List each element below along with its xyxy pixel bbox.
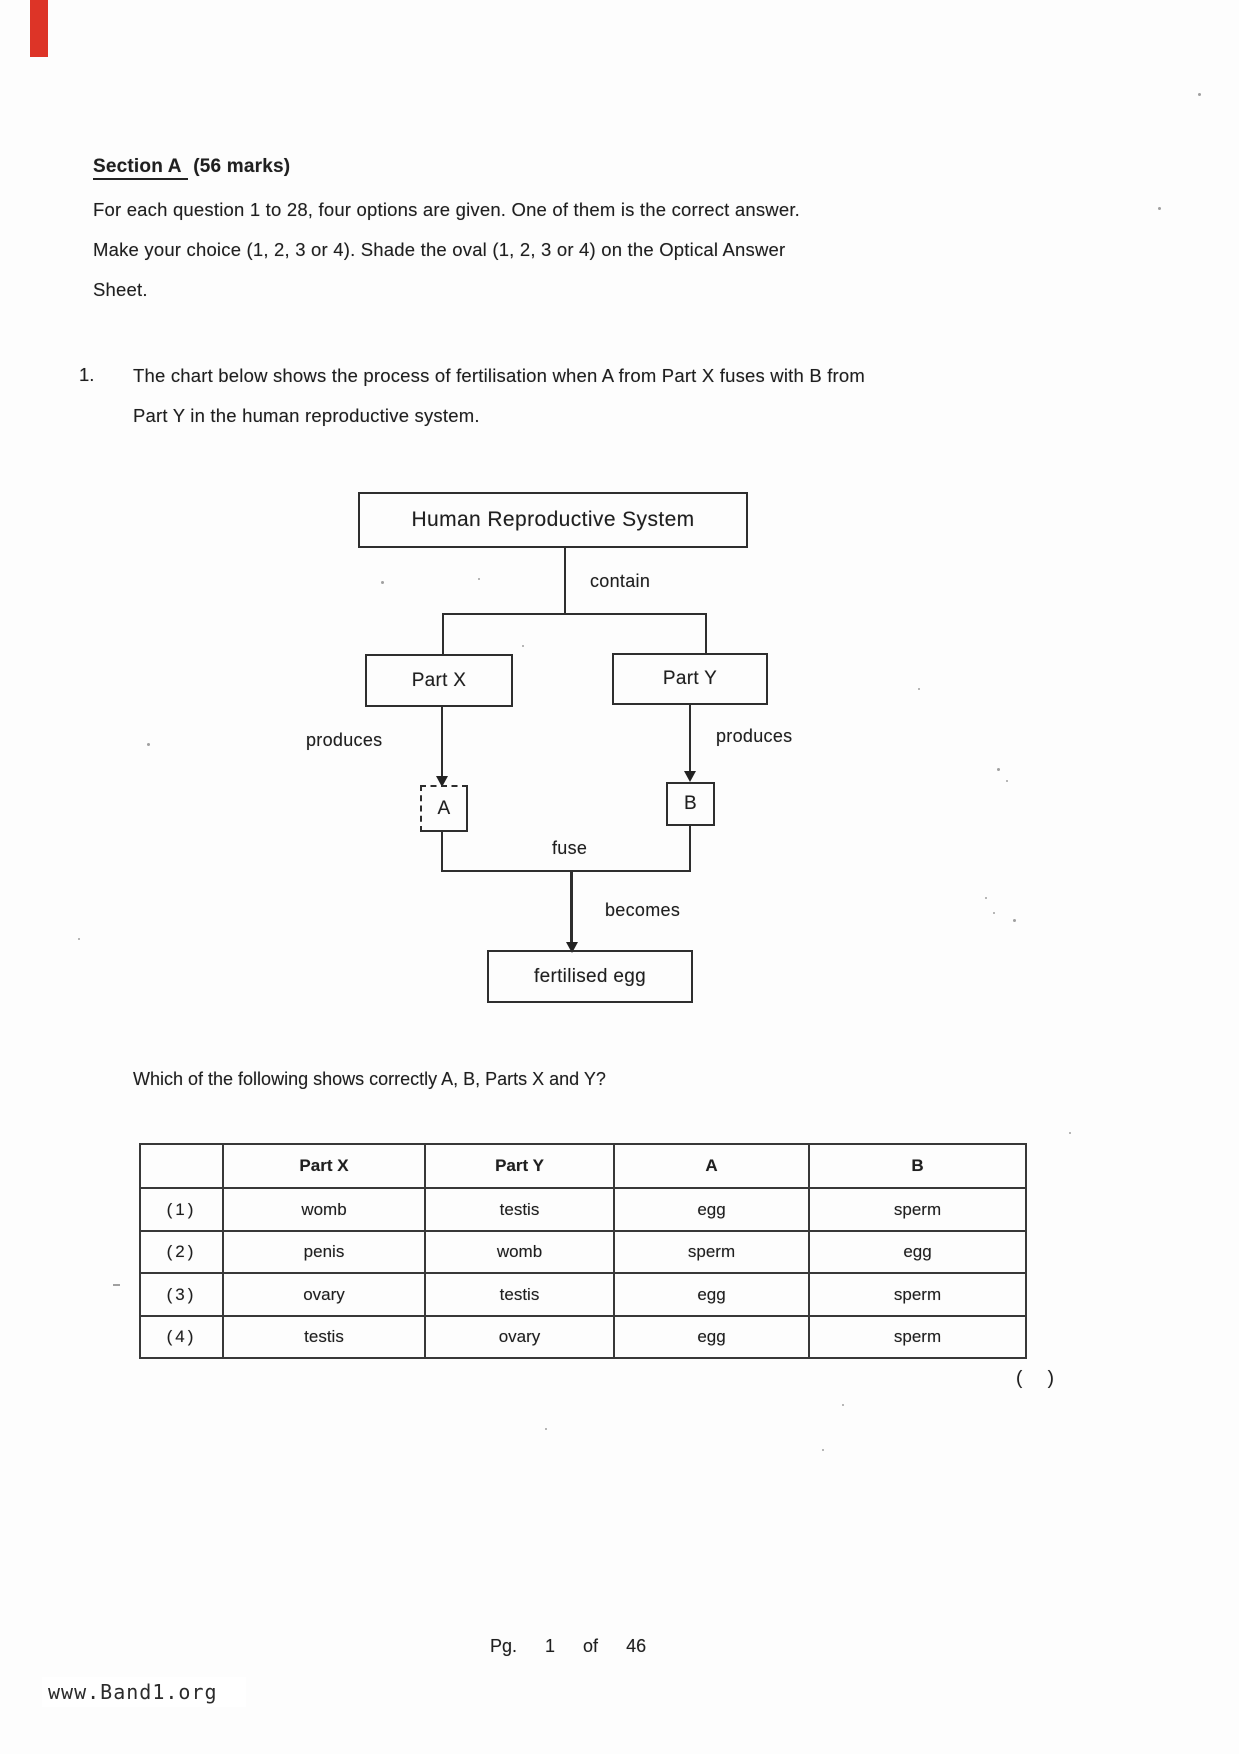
- node-part-x-label: Part X: [411, 669, 467, 691]
- table-cell: testis: [223, 1316, 425, 1358]
- table-cell: ovary: [425, 1316, 614, 1358]
- scan-speck: [822, 1449, 824, 1451]
- option-label: (2): [140, 1231, 223, 1273]
- scan-speck: [147, 743, 150, 746]
- table-cell: sperm: [809, 1273, 1026, 1316]
- table-cell: ovary: [223, 1273, 425, 1316]
- question-text-line-2: Part Y in the human reproductive system.: [133, 405, 480, 426]
- option-label: (4): [140, 1316, 223, 1358]
- label-becomes: becomes: [605, 900, 681, 920]
- scan-speck: [1198, 93, 1201, 96]
- scan-speck: [545, 1428, 547, 1430]
- table-row: [140, 1188, 1026, 1231]
- arrowhead-down-icon: [684, 771, 696, 782]
- table-cell: testis: [425, 1273, 614, 1316]
- table-cell: testis: [425, 1188, 614, 1231]
- instruction-line-1: For each question 1 to 28, four options are given. One of them is the correct answer.: [93, 199, 801, 220]
- scan-speck: [985, 897, 987, 899]
- table-cell: egg: [614, 1273, 809, 1316]
- node-part-y: [612, 653, 768, 705]
- label-produces-right: produces: [716, 726, 793, 746]
- scan-speck: [918, 688, 920, 690]
- option-label: (1): [140, 1188, 223, 1231]
- instruction-line-3: Sheet.: [93, 279, 148, 300]
- option-label: (3): [140, 1273, 223, 1316]
- table-header-b: B: [809, 1144, 1026, 1188]
- scan-speck: [78, 938, 80, 940]
- connector-branch-left: [442, 613, 444, 654]
- scan-speck: [842, 1404, 844, 1406]
- scan-speck: [1006, 780, 1008, 782]
- connector-fuse: [441, 870, 691, 872]
- scan-speck: [478, 578, 480, 580]
- table-cell: penis: [223, 1231, 425, 1273]
- table-cell: womb: [223, 1188, 425, 1231]
- table-header-row: [140, 1144, 1026, 1188]
- connector-partx-a: [441, 707, 443, 779]
- watermark: [42, 1680, 246, 1704]
- connector-branch: [442, 613, 707, 615]
- label-contain: contain: [590, 571, 651, 591]
- node-b: [666, 782, 715, 826]
- table-header-blank: [140, 1144, 223, 1188]
- connector-root-down: [564, 548, 566, 613]
- table-header-a: A: [614, 1144, 809, 1188]
- answer-blank: ( ): [1016, 1368, 1056, 1389]
- scan-speck: [993, 912, 995, 914]
- node-a-label: A: [437, 797, 451, 819]
- connector-b-down: [689, 826, 691, 872]
- node-human-reproductive-system: [358, 492, 748, 548]
- table-cell: sperm: [809, 1316, 1026, 1358]
- table-cell: sperm: [809, 1188, 1026, 1231]
- scan-speck: [997, 768, 1000, 771]
- question-prompt: Which of the following shows correctly A, B, Parts X and Y?: [133, 1069, 606, 1089]
- table-row: [140, 1316, 1026, 1358]
- red-scan-mark: [30, 0, 48, 57]
- question-number: 1.: [79, 364, 95, 385]
- page-footer: [490, 1636, 646, 1657]
- node-part-x: [365, 654, 513, 707]
- footer-of-label: of: [583, 1636, 599, 1656]
- table-header-part-x: Part X: [223, 1144, 425, 1188]
- node-fertilised-egg-label: fertilised egg: [534, 965, 646, 987]
- scan-speck: [1013, 919, 1016, 922]
- node-part-y-label: Part Y: [662, 668, 718, 689]
- table-cell: egg: [614, 1316, 809, 1358]
- watermark-text: www.Band1.org: [42, 1677, 246, 1707]
- table-header-part-y: Part Y: [425, 1144, 614, 1188]
- node-human-reproductive-system-label: Human Reproductive System: [411, 508, 695, 531]
- table-cell: sperm: [614, 1231, 809, 1273]
- connector-becomes: [570, 870, 573, 945]
- table-cell: egg: [614, 1188, 809, 1231]
- options-table: [139, 1143, 1027, 1359]
- table-cell: egg: [809, 1231, 1026, 1273]
- label-fuse: fuse: [552, 838, 588, 858]
- instruction-line-2: Make your choice (1, 2, 3 or 4). Shade the oval (1, 2, 3 or 4) on the Optical Answer: [93, 239, 786, 260]
- table-cell: womb: [425, 1231, 614, 1273]
- node-b-label: B: [684, 793, 697, 814]
- scan-speck: [1069, 1132, 1071, 1134]
- table-row: [140, 1231, 1026, 1273]
- section-heading: [93, 156, 290, 178]
- label-produces-left: produces: [306, 730, 383, 750]
- node-fertilised-egg: [487, 950, 693, 1003]
- footer-page-number: 1: [545, 1636, 556, 1656]
- connector-branch-right: [705, 613, 707, 653]
- table-row: [140, 1273, 1026, 1316]
- scan-speck: [1158, 207, 1161, 210]
- scan-speck: [381, 581, 384, 584]
- footer-total-pages: 46: [626, 1636, 647, 1656]
- question-text-line-1: The chart below shows the process of fertilisation when A from Part X fuses with B from: [133, 365, 866, 386]
- section-heading-marks: (56 marks): [187, 156, 291, 177]
- connector-party-b: [689, 705, 691, 774]
- scan-speck: [113, 1284, 120, 1286]
- scan-speck: [522, 645, 524, 647]
- footer-page-label: Pg.: [490, 1636, 518, 1656]
- node-a: [420, 785, 468, 832]
- section-heading-underlined: Section A: [93, 156, 188, 180]
- connector-a-down: [441, 832, 443, 872]
